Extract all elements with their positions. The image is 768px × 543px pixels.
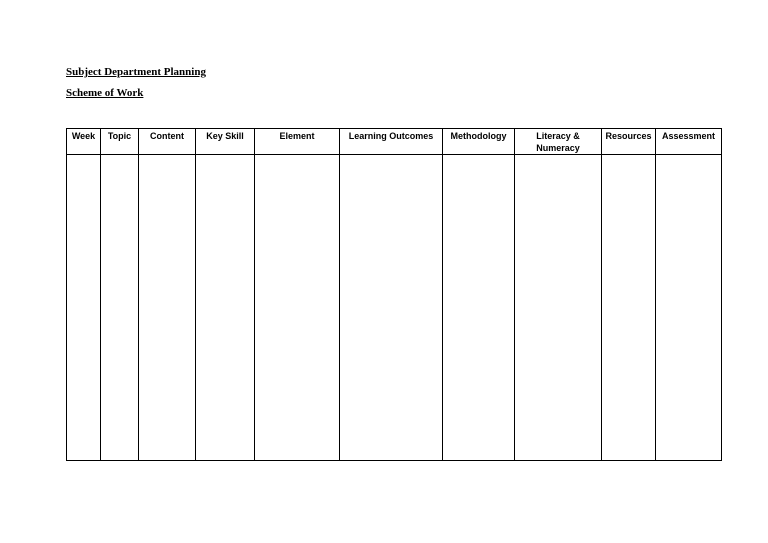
cell-key-skill[interactable] bbox=[196, 155, 255, 461]
header-topic: Topic bbox=[101, 129, 139, 155]
cell-assessment[interactable] bbox=[656, 155, 722, 461]
document-subtitle: Scheme of Work bbox=[66, 87, 144, 99]
header-element: Element bbox=[255, 129, 340, 155]
scheme-of-work-table bbox=[66, 128, 722, 461]
header-methodology: Methodology bbox=[443, 129, 515, 155]
header-resources: Resources bbox=[602, 129, 656, 155]
cell-learning-outcomes[interactable] bbox=[340, 155, 443, 461]
header-key-skill: Key Skill bbox=[196, 129, 255, 155]
cell-literacy-numeracy[interactable] bbox=[515, 155, 602, 461]
cell-methodology[interactable] bbox=[443, 155, 515, 461]
header-assessment: Assessment bbox=[656, 129, 722, 155]
header-content: Content bbox=[139, 129, 196, 155]
header-learning-outcomes: Learning Outcomes bbox=[340, 129, 443, 155]
header-literacy-numeracy: Literacy & Numeracy bbox=[515, 129, 602, 155]
header-week: Week bbox=[67, 129, 101, 155]
table-row bbox=[67, 155, 722, 461]
cell-week[interactable] bbox=[67, 155, 101, 461]
cell-content[interactable] bbox=[139, 155, 196, 461]
document-title: Subject Department Planning bbox=[66, 66, 206, 78]
cell-topic[interactable] bbox=[101, 155, 139, 461]
cell-resources[interactable] bbox=[602, 155, 656, 461]
header-row bbox=[67, 129, 722, 155]
cell-element[interactable] bbox=[255, 155, 340, 461]
